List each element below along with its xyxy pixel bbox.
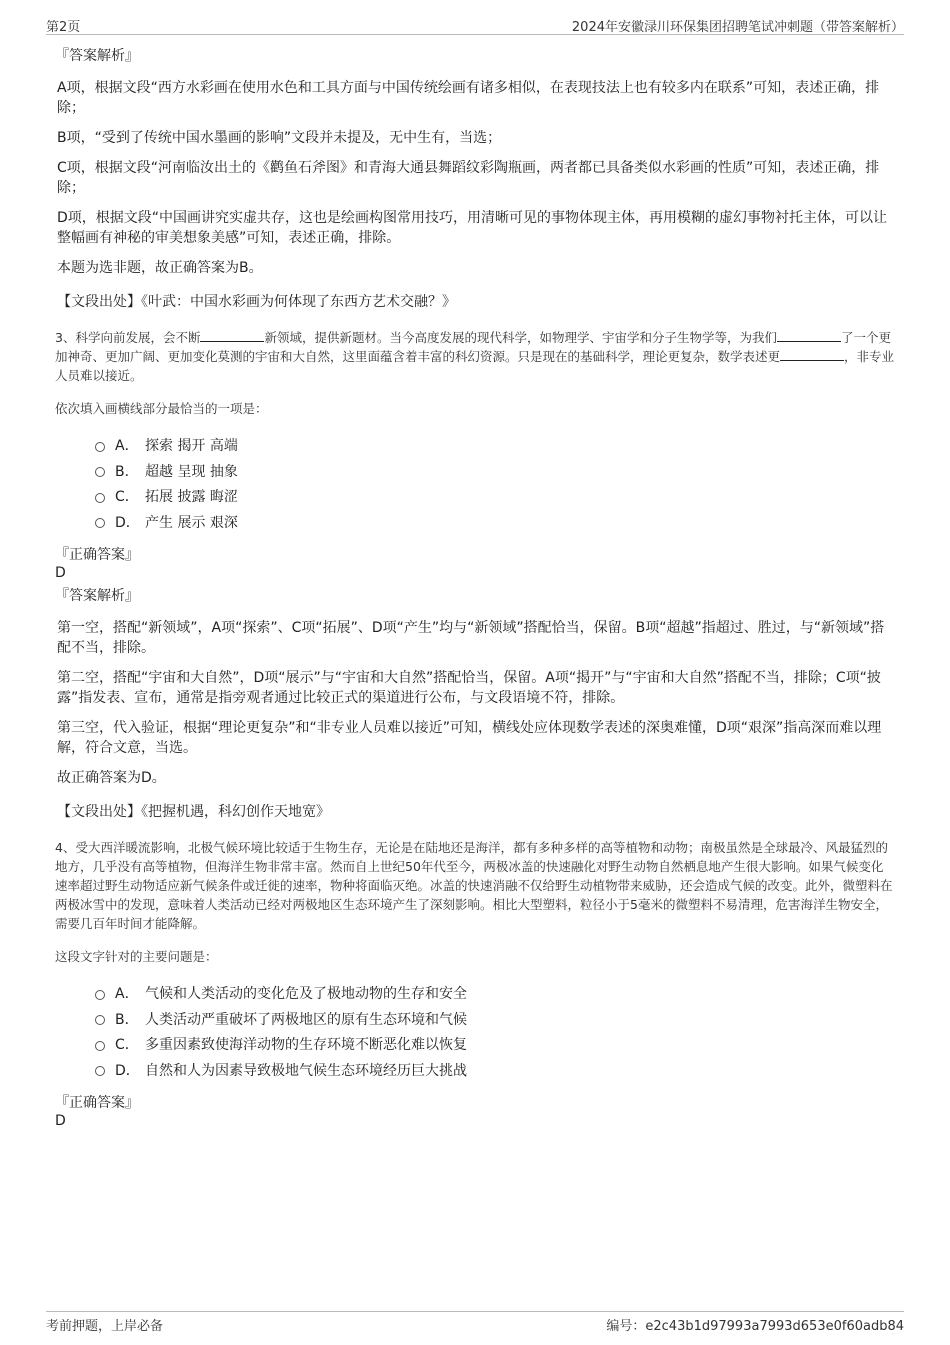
option-letter: D． xyxy=(115,514,140,531)
page-header xyxy=(46,14,904,35)
q3-stem xyxy=(55,328,895,385)
option-letter: C． xyxy=(115,489,139,505)
option-text: 自然和人为因素导致极地气候生态环境经历巨大挑战 xyxy=(145,1062,467,1079)
q3-source: 【文段出处】《把握机遇，科幻创作天地宽》 xyxy=(57,804,330,820)
page-content xyxy=(55,46,895,1134)
footer-serial-number: 编号：e2c43b1d97993a7993d653e0f60adb84 xyxy=(606,1319,904,1334)
q4-options xyxy=(95,982,895,1084)
q4-answer-label: 『正确答案』 xyxy=(55,1095,139,1111)
q3-options xyxy=(95,434,895,536)
option-letter: C． xyxy=(115,1037,139,1053)
q3-analysis-2: 第二空，搭配“宇宙和大自然”，D项“展示”与“宇宙和大自然”搭配恰当，保留。A项“揭开”与“宇宙和大自然”搭配不当，排除；C项“披露”指发表、宣布，通常是指旁观者通过比较正式的渠道进行公布，与文段语境不符，排除。 xyxy=(57,670,881,706)
q2-analysis-a: A项，根据文段“西方水彩画在使用水色和工具方面与中国传统绘画有诸多相似，在表现技法上也有较多内在联系”可知，表述正确，排除； xyxy=(57,80,880,116)
radio-icon[interactable] xyxy=(95,467,105,477)
q4-answer: D xyxy=(55,1113,66,1129)
q4-option-a[interactable] xyxy=(95,982,895,1008)
option-text: 人类活动严重破坏了两极地区的原有生态环境和气候 xyxy=(145,1011,467,1028)
q3-stem-part-3: 了一个更加神奇、更加广阔、更加变化莫测的宇宙和大自然，这里面蕴含着丰富的科幻资源。只是现在的基础科学，理论更复杂，数学表述更 xyxy=(55,330,891,364)
radio-icon[interactable] xyxy=(95,1066,105,1076)
q3-conclusion: 故正确答案为D。 xyxy=(57,770,166,786)
q3-answer: D xyxy=(55,565,66,581)
q3-option-d[interactable] xyxy=(95,511,895,537)
page-footer xyxy=(46,1311,904,1336)
q4-option-c[interactable] xyxy=(95,1033,895,1059)
radio-icon[interactable] xyxy=(95,1015,105,1025)
q3-prompt: 依次填入画横线部分最恰当的一项是： xyxy=(55,401,268,416)
option-text: 多重因素致使海洋动物的生存环境不断恶化难以恢复 xyxy=(145,1037,467,1053)
q3-stem-part-4: ，非专业人员难以接近。 xyxy=(55,349,895,383)
page-number: 第2页 xyxy=(46,20,81,35)
option-letter: B． xyxy=(115,463,139,480)
option-text: 探索 揭开 高端 xyxy=(145,438,238,454)
q2-analysis-c: C项，根据文段“河南临汝出土的《鹳鱼石斧图》和青海大通县舞蹈纹彩陶瓶画，两者都已具备类似水彩画的性质”可知，表述正确，排除； xyxy=(57,160,880,196)
option-text: 气候和人类活动的变化危及了极地动物的生存和安全 xyxy=(145,986,467,1002)
q3-blank-3 xyxy=(780,348,844,361)
q2-analysis-d: D项，根据文段“中国画讲究实虚共存，这也是绘画构图常用技巧，用清晰可见的事物体现主体，再用模糊的虚幻事物衬托主体，可以让整幅画有神秘的审美想象美感”可知，表述正确，排除。 xyxy=(57,210,888,246)
q3-analysis-1: 第一空，搭配“新领域”，A项“探索”、C项“拓展”、D项“产生”均与“新领域”搭配恰当，保留。B项“超越”指超过、胜过，与“新领域”搭配不当，排除。 xyxy=(57,620,885,656)
q3-option-a[interactable] xyxy=(95,434,895,460)
q4-option-b[interactable] xyxy=(95,1008,895,1034)
q4-option-d[interactable] xyxy=(95,1059,895,1085)
radio-icon[interactable] xyxy=(95,442,105,452)
option-letter: D． xyxy=(115,1062,140,1079)
option-text: 超越 呈现 抽象 xyxy=(145,463,238,480)
q2-analysis-label: 『答案解析』 xyxy=(55,48,139,64)
q3-stem-part-2: 新领域，提供新题材。当今高度发展的现代科学，如物理学、宇宙学和分子生物学等，为我们 xyxy=(264,330,777,345)
document-title: 2024年安徽渌川环保集团招聘笔试冲刺题（带答案解析） xyxy=(571,20,904,35)
option-text: 拓展 披露 晦涩 xyxy=(145,489,238,505)
q3-option-b[interactable] xyxy=(95,460,895,486)
option-letter: B． xyxy=(115,1011,139,1028)
q3-analysis-3: 第三空，代入验证，根据“理论更复杂”和“非专业人员难以接近”可知，横线处应体现数学表述的深奥难懂，D项“艰深”指高深而难以理解，符合文意，当选。 xyxy=(57,720,882,756)
q2-conclusion: 本题为选非题，故正确答案为B。 xyxy=(57,260,263,276)
option-letter: A． xyxy=(115,438,139,454)
q3-blank-1 xyxy=(200,329,264,342)
radio-icon[interactable] xyxy=(95,493,105,503)
q3-analysis-label: 『答案解析』 xyxy=(55,588,139,604)
radio-icon[interactable] xyxy=(95,1041,105,1051)
q3-blank-2 xyxy=(777,329,841,342)
radio-icon[interactable] xyxy=(95,518,105,528)
q4-prompt: 这段文字针对的主要问题是： xyxy=(55,949,218,964)
q4-stem: 4、受大西洋暖流影响，北极气候环境比较适于生物生存，无论是在陆地还是海洋，都有多种多样的高等植物和动物；南极虽然是全球最冷、风最猛烈的地方，几乎没有高等植物，但海洋生物非常丰富。然而自上世纪50年代至今，两极冰盖的快速融化对野生动物自然栖息地产生很大影响。如果气候变化速率超过野生动物适应新气候条件或迁徙的速率，物种将面临灭绝。冰盖的快速消融不仅给野生动植物带来威胁，还会造成气候的改变。此外，微塑料在两极冰雪中的发现，意味着人类活动已经对两极地区生态环境产生了深刻影响。相比大型塑料，粒径小于5毫米的微塑料不易清理，危害海洋生物安全，需要几百年时间才能降解。 xyxy=(55,840,893,931)
option-letter: A． xyxy=(115,986,139,1002)
q3-option-c[interactable] xyxy=(95,485,895,511)
radio-icon[interactable] xyxy=(95,990,105,1000)
q3-stem-part-1: 3、科学向前发展，会不断 xyxy=(55,330,201,345)
option-text: 产生 展示 艰深 xyxy=(145,514,238,531)
footer-slogan: 考前押题，上岸必备 xyxy=(46,1319,164,1334)
q2-source: 【文段出处】《叶武：中国水彩画为何体现了东西方艺术交融？》 xyxy=(57,294,456,310)
q2-analysis-b: B项，“受到了传统中国水墨画的影响”文段并未提及，无中生有，当选； xyxy=(57,130,502,146)
q3-answer-label: 『正确答案』 xyxy=(55,547,139,563)
